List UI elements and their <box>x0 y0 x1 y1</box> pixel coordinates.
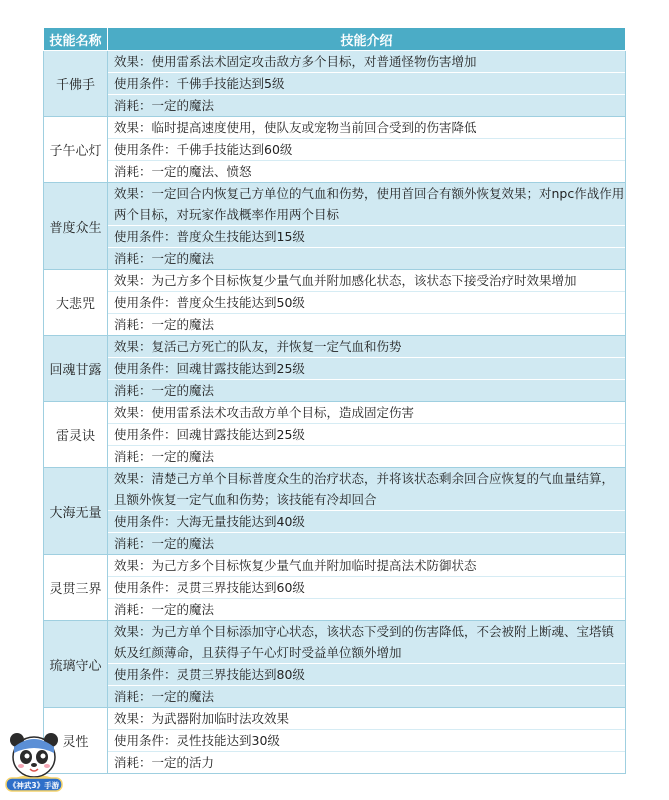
skill-name-cell: 大悲咒 <box>44 270 108 336</box>
skill-effect-line: 效果：为己方多个目标恢复少量气血并附加感化状态，该状态下接受治疗时效果增加 <box>108 270 625 292</box>
table-row <box>44 555 626 621</box>
skills-table-container <box>43 27 625 774</box>
table-row <box>44 183 626 270</box>
panda-mascot-icon <box>4 727 64 795</box>
skill-name-cell: 灵性 <box>44 708 108 774</box>
skill-cost-line: 消耗：一定的魔法、愤怒 <box>114 164 252 179</box>
skill-name-cell: 回魂甘露 <box>44 336 108 402</box>
skill-name-cell: 琉璃守心 <box>44 621 108 708</box>
table-row <box>44 51 626 117</box>
skill-cost-line: 消耗：一定的魔法 <box>114 251 215 266</box>
skill-condition-line: 使用条件：灵贯三界技能达到80级 <box>108 664 625 686</box>
skill-cost-line: 消耗：一定的魔法 <box>114 689 215 704</box>
skill-name-cell: 雷灵诀 <box>44 402 108 468</box>
skill-effect-line: 效果：临时提高速度使用，使队友或宠物当前回合受到的伤害降低 <box>108 117 625 139</box>
skill-cost-line: 消耗：一定的魔法 <box>114 98 215 113</box>
skill-name-cell: 大海无量 <box>44 468 108 555</box>
skill-desc-cell <box>108 51 626 117</box>
skills-table <box>43 27 626 774</box>
skill-desc-cell <box>108 402 626 468</box>
skill-cost-line: 消耗：一定的魔法 <box>114 449 215 464</box>
skill-desc-cell <box>108 621 626 708</box>
skill-desc-cell <box>108 336 626 402</box>
skill-condition-line: 使用条件：回魂甘露技能达到25级 <box>108 358 625 380</box>
table-row <box>44 402 626 468</box>
skill-condition-line: 使用条件：回魂甘露技能达到25级 <box>108 424 625 446</box>
skill-effect-line: 效果：一定回合内恢复己方单位的气血和伤势，使用首回合有额外恢复效果；对npc作战作用两个目标，对玩家作战概率作用两个目标 <box>108 183 625 226</box>
skill-effect-line: 效果：为武器附加临时法攻效果 <box>108 708 625 730</box>
table-row <box>44 468 626 555</box>
skill-desc-cell <box>108 117 626 183</box>
skill-name-cell: 普度众生 <box>44 183 108 270</box>
skill-desc-cell <box>108 468 626 555</box>
table-header-row <box>44 28 626 51</box>
skill-effect-line: 效果：为己方多个目标恢复少量气血并附加临时提高法术防御状态 <box>108 555 625 577</box>
skills-table-body <box>44 51 626 774</box>
skill-desc-cell <box>108 270 626 336</box>
skill-effect-line: 效果：使用雷系法术攻击敌方单个目标，造成固定伤害 <box>108 402 625 424</box>
skill-name-cell: 千佛手 <box>44 51 108 117</box>
skill-cost-line: 消耗：一定的活力 <box>114 755 215 770</box>
table-row <box>44 270 626 336</box>
header-skill-desc: 技能介绍 <box>108 28 626 51</box>
skill-cost-line: 消耗：一定的魔法 <box>114 317 215 332</box>
table-row <box>44 708 626 774</box>
skill-cost-line: 消耗：一定的魔法 <box>114 383 215 398</box>
skill-condition-line: 使用条件：灵贯三界技能达到60级 <box>108 577 625 599</box>
skill-condition-line: 使用条件：普度众生技能达到50级 <box>108 292 625 314</box>
skill-condition-line: 使用条件：大海无量技能达到40级 <box>108 511 625 533</box>
header-skill-name: 技能名称 <box>44 28 108 51</box>
logo-text: 《神武3》手游 <box>8 781 60 790</box>
game-logo <box>4 727 64 795</box>
skill-name-cell: 子午心灯 <box>44 117 108 183</box>
skill-effect-line: 效果：清楚己方单个目标普度众生的治疗状态，并将该状态剩余回合应恢复的气血量结算，且额外恢复一定气血和伤势；该技能有冷却回合 <box>108 468 625 511</box>
skill-effect-line: 效果：为己方单个目标添加守心状态，该状态下受到的伤害降低，不会被附上断魂、宝塔镇妖及红颜薄命，且获得子午心灯时受益单位额外增加 <box>108 621 625 664</box>
skill-cost-line: 消耗：一定的魔法 <box>114 602 215 617</box>
table-row <box>44 621 626 708</box>
skill-desc-cell <box>108 183 626 270</box>
skill-condition-line: 使用条件：千佛手技能达到60级 <box>108 139 625 161</box>
skill-condition-line: 使用条件：灵性技能达到30级 <box>108 730 625 752</box>
skill-condition-line: 使用条件：普度众生技能达到15级 <box>108 226 625 248</box>
skill-cost-line: 消耗：一定的魔法 <box>114 536 215 551</box>
skill-desc-cell <box>108 708 626 774</box>
skill-effect-line: 效果：复活己方死亡的队友，并恢复一定气血和伤势 <box>108 336 625 358</box>
skill-effect-line: 效果：使用雷系法术固定攻击敌方多个目标，对普通怪物伤害增加 <box>108 51 625 73</box>
skill-condition-line: 使用条件：千佛手技能达到5级 <box>108 73 625 95</box>
table-row <box>44 117 626 183</box>
skill-name-cell: 灵贯三界 <box>44 555 108 621</box>
table-row <box>44 336 626 402</box>
skill-desc-cell <box>108 555 626 621</box>
